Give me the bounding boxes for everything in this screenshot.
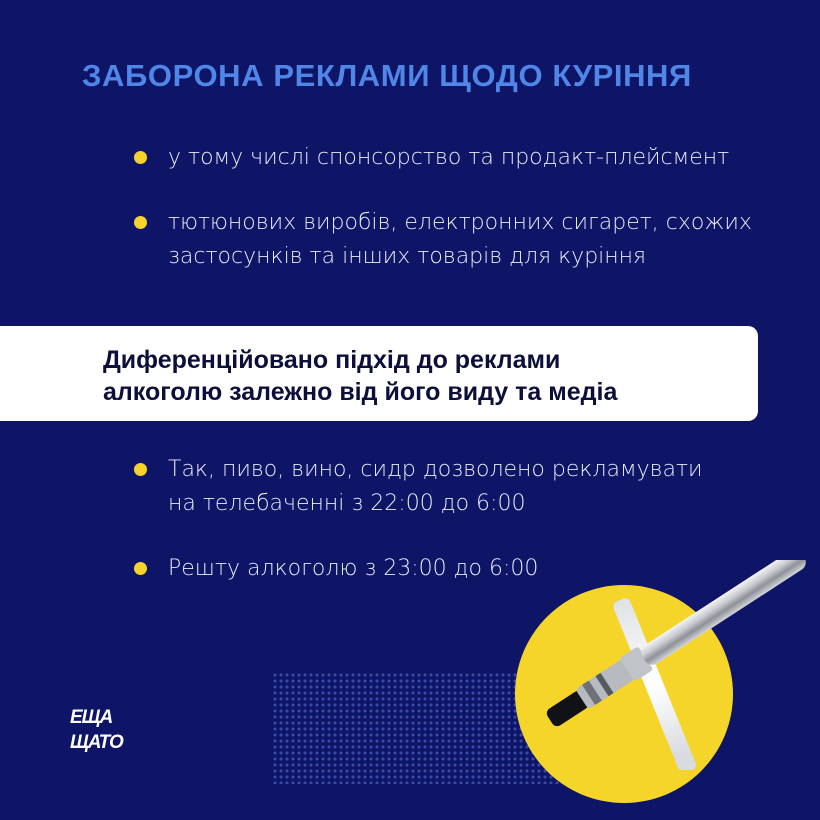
bullet-dot [134, 216, 147, 229]
bullet-dot [134, 562, 147, 575]
bullet-line: на телебаченні з 22:00 до 6:00 [168, 491, 526, 516]
bullet-item-tobacco [134, 206, 752, 274]
bullet-text [168, 141, 729, 175]
highlight-line: Диференційовано підхід до реклами [103, 346, 561, 374]
brand-logo [70, 705, 136, 763]
bullet-item-beer-wine [134, 453, 703, 521]
bullet-text [168, 453, 703, 521]
bullet-line: Так, пиво, вино, сидр дозволено рекламувати [168, 457, 703, 482]
logo-line: ЩАТО [70, 732, 123, 753]
vape-pen-shape [542, 560, 811, 732]
bullet-line: Решту алкоголю з 23:00 до 6:00 [168, 556, 539, 581]
bullet-item-sponsorship [134, 141, 729, 175]
highlight-text [103, 344, 617, 408]
highlight-line: алкоголю залежно від його виду та медіа [103, 378, 618, 406]
logo-line: ЕЩА [70, 707, 113, 728]
bullet-dot [134, 151, 147, 164]
page-title: ЗАБОРОНА РЕКЛАМИ ЩОДО КУРІННЯ [82, 58, 692, 93]
bullet-item-other-alcohol [134, 552, 538, 586]
bullet-text [168, 552, 538, 586]
bullet-dot [134, 463, 147, 476]
bullet-line: у тому числі спонсорство та продакт-плейсмент [168, 145, 730, 170]
bullet-line: тютюнових виробів, електронних сигарет, схожих [168, 210, 752, 235]
bullet-line: застосунків та інших товарів для куріння [168, 244, 647, 269]
e-cigarette-illustration [520, 560, 820, 770]
bullet-text [168, 206, 752, 274]
